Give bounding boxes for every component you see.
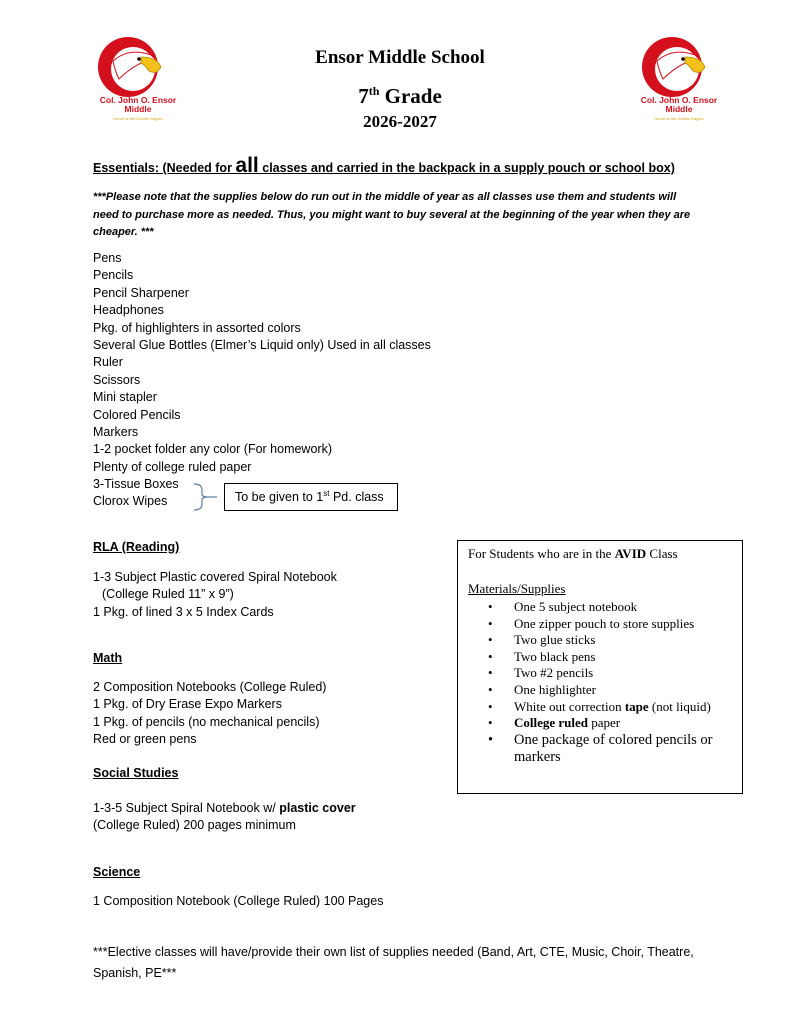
list-item: • College ruled paper [488,715,621,731]
list-item: Plenty of college ruled paper [93,459,252,474]
avid-supplies-box [457,540,743,794]
avid-title: For Students who are in the AVID Class [468,546,678,561]
elective-note: ***Elective classes will have/provide their own list of supplies needed (Band, Art, CTE, Music, Choir, Theatre, Spanish, PE*** [93,945,694,980]
bullet-icon: • [488,715,493,731]
list-item: • Two #2 pencils [488,665,594,681]
list-item: • One package of colored pencils or markers [488,731,713,766]
list-item: Ruler [93,355,123,370]
list-item: 1-2 pocket folder any color (For homework) [93,442,332,457]
math-title: Math [93,651,123,665]
bullet-icon: • [488,632,493,648]
logo-school-name: Col. John O. Ensor Middle [99,95,177,114]
logo-school-name: Col. John O. Ensor Middle [640,95,718,114]
list-item: • One 5 subject notebook [488,599,638,614]
science-title: Science [93,865,141,879]
logo-motto: Home of the Golden Eagles [654,116,704,121]
science-list [93,893,383,910]
list-item: Pkg. of highlighters in assorted colors [93,320,301,335]
list-item: 1 Pkg. of lined 3 x 5 Index Cards [93,604,274,619]
list-item: Clorox Wipes [93,494,168,509]
bullet-icon: • [488,698,493,714]
list-item: • White out correction tape (not liquid) [488,698,711,714]
callout-first-period: To be given to 1st Pd. class [224,483,398,511]
list-item: 1-3 Subject Plastic covered Spiral Notebook [93,570,337,584]
bullet-icon: • [488,665,493,681]
list-item: 1 Composition Notebook (College Ruled) 100 Pages [93,894,384,908]
list-item: 2 Composition Notebooks (College Ruled) [93,680,327,694]
eagle-icon [83,35,193,97]
bullet-icon: • [488,648,493,664]
supplies-note: ***Please note that the supplies below do run out in the middle of year as all classes use them and students will need to purchase more as needed. Thus, you might want to buy several at the beginning of the year when they are cheaper. *** [93,191,691,238]
bullet-icon: • [488,615,493,631]
avid-subtitle: Materials/Supplies [468,581,566,596]
essentials-list [93,250,431,511]
bullet-icon: • [488,599,493,614]
brace-icon [192,482,218,512]
avid-list [488,599,738,767]
list-item: • One highlighter [488,681,596,697]
list-item: • Two glue sticks [488,632,596,648]
school-logo-left [83,35,193,130]
rla-title: RLA (Reading) [93,540,180,554]
bullet-icon: • [488,681,493,697]
social-studies-title: Social Studies [93,766,179,780]
list-item: 1 Pkg. of pencils (no mechanical pencils) [93,714,320,729]
list-item: 1 Pkg. of Dry Erase Expo Markers [93,697,282,712]
grade-title: 7th Grade [358,84,442,108]
list-item: Pens [93,251,122,265]
list-item: Colored Pencils [93,407,181,422]
list-item: • Two black pens [488,648,596,664]
list-item: Red or green pens [93,732,197,747]
list-item: Markers [93,424,139,439]
list-item: Pencil Sharpener [93,285,189,300]
list-item: 3-Tissue Boxes [93,477,179,492]
list-item: (College Ruled 11” x 9”) [102,587,234,602]
school-title: Ensor Middle School [315,47,485,68]
list-item: 1-3-5 Subject Spiral Notebook w/ plastic cover [93,801,356,815]
school-logo-right [624,35,734,130]
list-item: (College Ruled) 200 pages minimum [93,818,296,833]
eagle-icon [624,35,734,97]
bullet-icon: • [488,731,494,748]
school-year: 2026-2027 [363,112,437,131]
essentials-heading: Essentials: (Needed for all classes and carried in the backpack in a supply pouch or school box) [93,154,675,177]
list-item: Several Glue Bottles (Elmer’s Liquid only) Used in all classes [93,337,431,352]
list-item: Pencils [93,268,134,283]
logo-motto: Home of the Golden Eagles [113,116,163,121]
list-item: Mini stapler [93,390,157,405]
rla-list [93,569,337,621]
math-list [93,679,326,749]
list-item: Headphones [93,303,164,318]
social-studies-list [93,800,356,835]
list-item: • One zipper pouch to store supplies [488,615,695,631]
list-item: Scissors [93,372,141,387]
